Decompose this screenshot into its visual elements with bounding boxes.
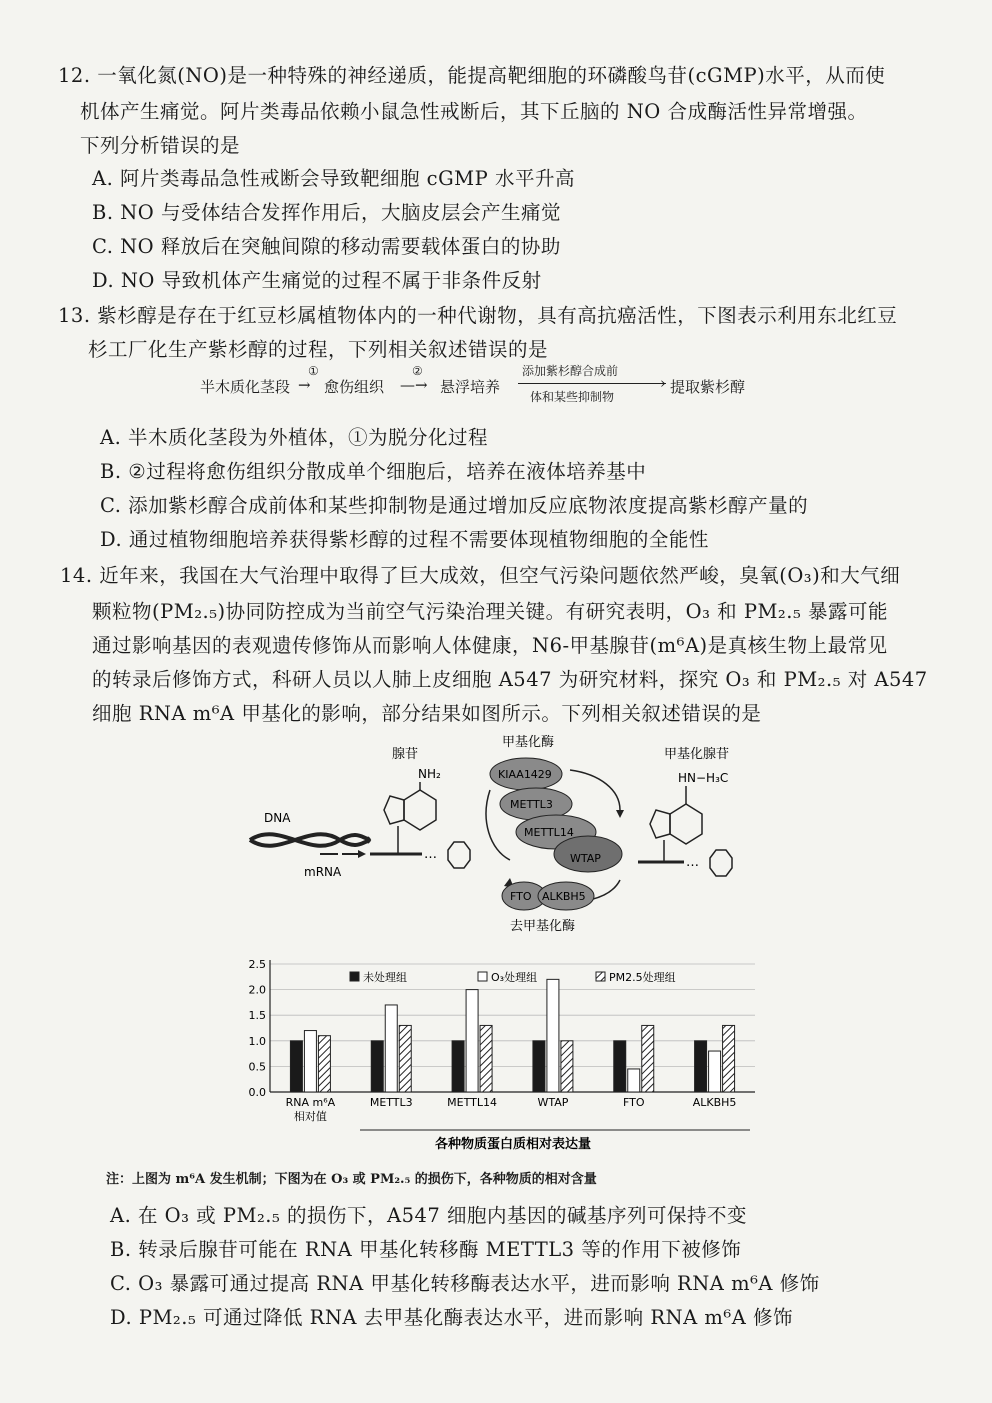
figure-note: 注：上图为 m⁶A 发生机制；下图为在 O₃ 或 PM₂.₅ 的损伤下，各种物质的相对含量 xyxy=(106,1172,597,1187)
q12-option-d: D. NO 导致机体产生痛觉的过程不属于非条件反射 xyxy=(92,269,542,292)
flow-arrow-2: —→ xyxy=(400,376,428,394)
adenosine-label: 腺苷 xyxy=(392,747,419,762)
bar-control xyxy=(452,1041,464,1092)
enzyme-mettl3-label: METTL3 xyxy=(510,798,553,811)
protein-expression-bar-chart xyxy=(240,952,760,1164)
flow-step-stem: 半木质化茎段 xyxy=(200,378,291,396)
y-tick-label: 2.5 xyxy=(248,958,266,971)
x-tick-label: WTAP xyxy=(537,1096,569,1109)
flow-step-extract: 提取紫杉醇 xyxy=(670,378,746,396)
bar-control xyxy=(533,1041,545,1092)
q14-option-b: B. 转录后腺苷可能在 RNA 甲基化转移酶 METTL3 等的作用下被修饰 xyxy=(110,1238,742,1261)
bar-o3 xyxy=(466,990,478,1092)
bar-pm25 xyxy=(561,1041,573,1092)
flow-arrow-3-head: › xyxy=(660,374,666,392)
methyl-ellipsis: … xyxy=(686,855,699,870)
methyl-ring-6 xyxy=(670,804,702,844)
q14-line-5: 细胞 RNA m⁶A 甲基化的影响，部分结果如图所示。下列相关叙述错误的是 xyxy=(92,702,762,725)
q14-option-d: D. PM₂.₅ 可通过降低 RNA 去甲基化酶表达水平，进而影响 RNA m⁶A 修饰 xyxy=(110,1306,793,1329)
q13-line-1: 13. 紫杉醇是存在于红豆杉属植物体内的一种代谢物，具有高抗癌活性，下图表示利用东北红豆 xyxy=(58,304,898,327)
bar-control xyxy=(371,1041,383,1092)
bar-o3 xyxy=(547,979,559,1092)
legend-label: PM2.5处理组 xyxy=(609,971,676,984)
adenosine-ellipsis: … xyxy=(424,847,437,862)
bar-pm25 xyxy=(480,1025,492,1092)
enzyme-alkbh5-label: ALKBH5 xyxy=(542,890,586,903)
x-tick-label: RNA m⁶A xyxy=(285,1096,336,1109)
q12-line-2: 机体产生痛觉。阿片类毒品依赖小鼠急性戒断后，其下丘脑的 NO 合成酶活性异常增强。 xyxy=(80,100,868,123)
legend-swatch xyxy=(350,972,359,981)
q14-line-4: 的转录后修饰方式，科研人员以人肺上皮细胞 A547 为研究材料，探究 O₃ 和 PM₂.₅ 对 A547 xyxy=(92,668,928,691)
flow-arrow-2-label: ② xyxy=(412,364,423,378)
bar-control xyxy=(695,1041,707,1092)
bar-pm25 xyxy=(399,1025,411,1092)
m6a-mechanism-diagram xyxy=(240,730,760,945)
enzyme-wtap-label: WTAP xyxy=(570,852,601,865)
q14-option-c: C. O₃ 暴露可通过提高 RNA 甲基化转移酶表达水平，进而影响 RNA m⁶A 修饰 xyxy=(110,1272,820,1295)
q14-line-1: 14. 近年来，我国在大气治理中取得了巨大成效，但空气污染问题依然严峻，臭氧(O₃)和大气细 xyxy=(60,564,901,587)
x-tick-sublabel: 相对值 xyxy=(293,1110,327,1123)
q14-line-3: 通过影响基因的表观遗传修饰从而影响人体健康，N6-甲基腺苷(m⁶A)是真核生物上最常见 xyxy=(92,634,888,657)
ribose-ring-2 xyxy=(710,850,732,876)
q13-option-c: C. 添加紫杉醇合成前体和某些抑制物是通过增加反应底物浓度提高紫杉醇产量的 xyxy=(100,494,809,517)
arrow-to-adenosine-head xyxy=(358,850,366,858)
adenine-ring-6 xyxy=(404,790,436,830)
enzyme-mettl14-label: METTL14 xyxy=(524,826,574,839)
bar-pm25 xyxy=(642,1025,654,1092)
q12-option-c: C. NO 释放后在突触间隙的移动需要载体蛋白的协助 xyxy=(92,235,561,258)
bar-o3 xyxy=(385,1005,397,1092)
y-tick-label: 1.0 xyxy=(248,1034,266,1048)
nh2-label: NH₂ xyxy=(418,767,441,781)
methylation-curve-right xyxy=(570,770,620,810)
flow-step-callus: 愈伤组织 xyxy=(324,378,385,396)
x-axis-title: 各种物质蛋白质相对表达量 xyxy=(435,1137,592,1152)
x-tick-label: METTL14 xyxy=(447,1096,497,1109)
hn-h3c-label: HN−H₃C xyxy=(678,771,729,785)
flow-arrow-3-top: 添加紫杉醇合成前 xyxy=(522,364,619,378)
y-tick-label: 1.5 xyxy=(248,1009,266,1023)
q12-line-1: 12. 一氧化氮(NO)是一种特殊的神经递质，能提高靶细胞的环磷酸鸟苷(cGMP)水平，从而使 xyxy=(58,64,886,87)
q14-option-a: A. 在 O₃ 或 PM₂.₅ 的损伤下，A547 细胞内基因的碱基序列可保持不变 xyxy=(110,1204,747,1227)
legend-swatch xyxy=(596,972,605,981)
bar-o3 xyxy=(304,1031,316,1092)
bar-control xyxy=(614,1041,626,1092)
legend-label: 未处理组 xyxy=(363,971,407,984)
x-tick-label: ALKBH5 xyxy=(692,1096,737,1109)
methyl-ring-5 xyxy=(650,810,670,838)
legend-swatch xyxy=(478,972,487,981)
flow-arrow-3-line xyxy=(518,383,666,384)
methylase-label: 甲基化酶 xyxy=(502,735,555,750)
q12-option-b: B. NO 与受体结合发挥作用后，大脑皮层会产生痛觉 xyxy=(92,201,561,224)
flow-arrow-3-bottom: 体和某些抑制物 xyxy=(530,390,615,404)
flow-arrow-1: → xyxy=(298,376,311,394)
x-tick-label: METTL3 xyxy=(369,1096,413,1109)
q13-option-a: A. 半木质化茎段为外植体，①为脱分化过程 xyxy=(100,426,488,449)
mrna-label: mRNA xyxy=(304,865,342,879)
q13-option-d: D. 通过植物细胞培养获得紫杉醇的过程不需要体现植物细胞的全能性 xyxy=(100,528,709,551)
bar-pm25 xyxy=(318,1036,330,1092)
demethylase-label: 去甲基化酶 xyxy=(510,919,576,934)
ribose-ring-1 xyxy=(448,842,470,868)
methylation-arrowhead xyxy=(616,810,624,818)
bar-pm25 xyxy=(723,1025,735,1092)
adenine-ring-5 xyxy=(384,796,404,824)
y-tick-label: 2.0 xyxy=(248,983,266,997)
flow-arrow-1-label: ① xyxy=(308,364,319,378)
y-tick-label: 0.5 xyxy=(248,1060,266,1074)
bar-o3 xyxy=(709,1051,721,1092)
q14-line-2: 颗粒物(PM₂.₅)协同防控成为当前空气污染治理关键。有研究表明，O₃ 和 PM₂.₅ 暴露可能 xyxy=(92,600,888,623)
q13-option-b: B. ②过程将愈伤组织分散成单个细胞后，培养在液体培养基中 xyxy=(100,460,647,483)
q13-line-2: 杉工厂化生产紫杉醇的过程，下列相关叙述错误的是 xyxy=(88,338,549,361)
methyl-adenosine-label: 甲基化腺苷 xyxy=(664,747,730,762)
y-tick-label: 0.0 xyxy=(248,1086,266,1099)
enzyme-fto-label: FTO xyxy=(510,890,532,903)
dna-label: DNA xyxy=(264,811,291,825)
x-tick-label: FTO xyxy=(622,1096,645,1109)
enzyme-kiaa1429-label: KIAA1429 xyxy=(498,768,552,781)
bar-control xyxy=(290,1041,302,1092)
bar-o3 xyxy=(628,1069,640,1092)
legend-label: O₃处理组 xyxy=(491,971,538,984)
q12-option-a: A. 阿片类毒品急性戒断会导致靶细胞 cGMP 水平升高 xyxy=(92,167,575,190)
flow-step-suspension: 悬浮培养 xyxy=(440,378,501,396)
q12-line-3: 下列分析错误的是 xyxy=(80,134,241,157)
q13-flow-diagram xyxy=(200,366,780,412)
